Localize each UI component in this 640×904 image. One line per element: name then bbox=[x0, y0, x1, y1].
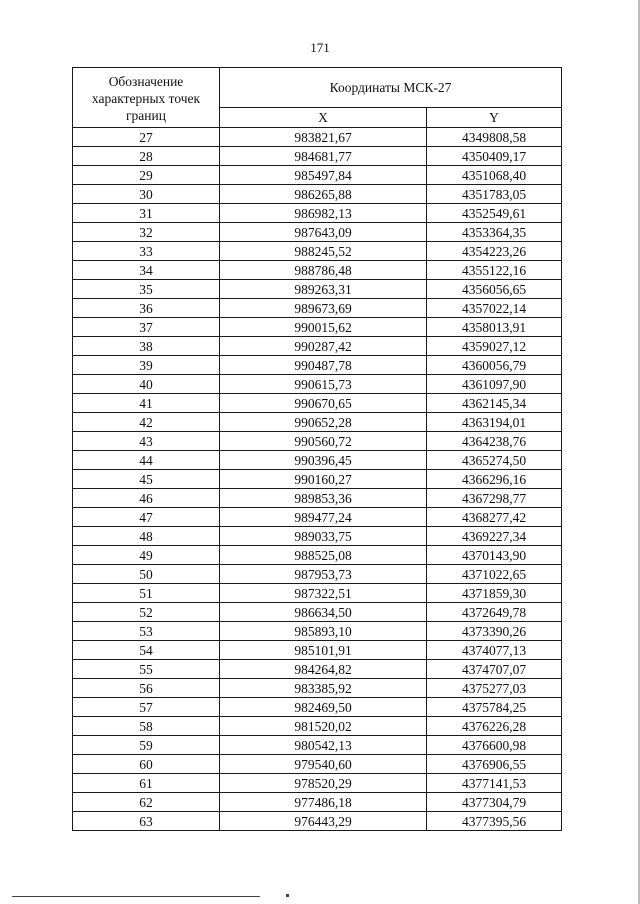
table-row bbox=[73, 166, 562, 185]
x-cell: 989033,75 bbox=[220, 527, 427, 546]
x-cell: 978520,29 bbox=[220, 774, 427, 793]
y-cell: 4376600,98 bbox=[427, 736, 562, 755]
x-cell: 990670,65 bbox=[220, 394, 427, 413]
x-cell: 980542,13 bbox=[220, 736, 427, 755]
y-cell: 4377304,79 bbox=[427, 793, 562, 812]
point-cell: 52 bbox=[73, 603, 220, 622]
x-cell: 984681,77 bbox=[220, 147, 427, 166]
y-cell: 4368277,42 bbox=[427, 508, 562, 527]
point-cell: 44 bbox=[73, 451, 220, 470]
table-row bbox=[73, 603, 562, 622]
table-row bbox=[73, 375, 562, 394]
footer-rule bbox=[12, 896, 260, 897]
y-cell: 4376226,28 bbox=[427, 717, 562, 736]
table-row bbox=[73, 660, 562, 679]
table-row bbox=[73, 470, 562, 489]
x-cell: 985893,10 bbox=[220, 622, 427, 641]
x-cell: 989477,24 bbox=[220, 508, 427, 527]
table-row bbox=[73, 812, 562, 831]
table-row bbox=[73, 337, 562, 356]
point-cell: 47 bbox=[73, 508, 220, 527]
y-cell: 4374077,13 bbox=[427, 641, 562, 660]
x-cell: 985101,91 bbox=[220, 641, 427, 660]
table-row bbox=[73, 185, 562, 204]
point-cell: 57 bbox=[73, 698, 220, 717]
x-cell: 987322,51 bbox=[220, 584, 427, 603]
point-cell: 63 bbox=[73, 812, 220, 831]
y-cell: 4351783,05 bbox=[427, 185, 562, 204]
y-cell: 4360056,79 bbox=[427, 356, 562, 375]
table-row bbox=[73, 280, 562, 299]
header-point-designation: Обозначение характерных точек границ bbox=[73, 68, 220, 128]
table-row bbox=[73, 413, 562, 432]
x-cell: 986265,88 bbox=[220, 185, 427, 204]
header-coordinates: Координаты МСК-27 bbox=[220, 68, 562, 108]
y-cell: 4366296,16 bbox=[427, 470, 562, 489]
point-cell: 30 bbox=[73, 185, 220, 204]
x-cell: 986982,13 bbox=[220, 204, 427, 223]
x-cell: 990615,73 bbox=[220, 375, 427, 394]
x-cell: 977486,18 bbox=[220, 793, 427, 812]
point-cell: 59 bbox=[73, 736, 220, 755]
x-cell: 983821,67 bbox=[220, 128, 427, 147]
table-row bbox=[73, 489, 562, 508]
x-cell: 990560,72 bbox=[220, 432, 427, 451]
y-cell: 4361097,90 bbox=[427, 375, 562, 394]
point-cell: 42 bbox=[73, 413, 220, 432]
point-cell: 56 bbox=[73, 679, 220, 698]
y-cell: 4351068,40 bbox=[427, 166, 562, 185]
table-row bbox=[73, 527, 562, 546]
table-row bbox=[73, 299, 562, 318]
x-cell: 982469,50 bbox=[220, 698, 427, 717]
x-cell: 989263,31 bbox=[220, 280, 427, 299]
x-cell: 986634,50 bbox=[220, 603, 427, 622]
point-cell: 27 bbox=[73, 128, 220, 147]
table-row bbox=[73, 584, 562, 603]
y-cell: 4372649,78 bbox=[427, 603, 562, 622]
point-cell: 33 bbox=[73, 242, 220, 261]
x-cell: 990487,78 bbox=[220, 356, 427, 375]
point-cell: 48 bbox=[73, 527, 220, 546]
table-row bbox=[73, 736, 562, 755]
x-cell: 985497,84 bbox=[220, 166, 427, 185]
table-row bbox=[73, 679, 562, 698]
point-cell: 29 bbox=[73, 166, 220, 185]
y-cell: 4369227,34 bbox=[427, 527, 562, 546]
y-cell: 4358013,91 bbox=[427, 318, 562, 337]
point-cell: 43 bbox=[73, 432, 220, 451]
y-cell: 4371859,30 bbox=[427, 584, 562, 603]
point-cell: 32 bbox=[73, 223, 220, 242]
y-cell: 4356056,65 bbox=[427, 280, 562, 299]
point-cell: 60 bbox=[73, 755, 220, 774]
table-row bbox=[73, 223, 562, 242]
table-row bbox=[73, 451, 562, 470]
table-row bbox=[73, 356, 562, 375]
x-cell: 990287,42 bbox=[220, 337, 427, 356]
y-cell: 4354223,26 bbox=[427, 242, 562, 261]
y-cell: 4359027,12 bbox=[427, 337, 562, 356]
point-cell: 62 bbox=[73, 793, 220, 812]
point-cell: 53 bbox=[73, 622, 220, 641]
x-cell: 988245,52 bbox=[220, 242, 427, 261]
point-cell: 45 bbox=[73, 470, 220, 489]
x-cell: 988786,48 bbox=[220, 261, 427, 280]
x-cell: 990652,28 bbox=[220, 413, 427, 432]
table-row bbox=[73, 318, 562, 337]
table-row bbox=[73, 641, 562, 660]
point-cell: 31 bbox=[73, 204, 220, 223]
table-row bbox=[73, 147, 562, 166]
x-cell: 990015,62 bbox=[220, 318, 427, 337]
point-cell: 51 bbox=[73, 584, 220, 603]
header-x: X bbox=[220, 108, 427, 128]
table-row bbox=[73, 622, 562, 641]
table-row bbox=[73, 565, 562, 584]
page-number: 171 bbox=[310, 40, 330, 55]
y-cell: 4353364,35 bbox=[427, 223, 562, 242]
x-cell: 988525,08 bbox=[220, 546, 427, 565]
point-cell: 35 bbox=[73, 280, 220, 299]
y-cell: 4371022,65 bbox=[427, 565, 562, 584]
x-cell: 987643,09 bbox=[220, 223, 427, 242]
y-cell: 4363194,01 bbox=[427, 413, 562, 432]
table-row bbox=[73, 774, 562, 793]
point-cell: 38 bbox=[73, 337, 220, 356]
table-row bbox=[73, 508, 562, 527]
point-cell: 61 bbox=[73, 774, 220, 793]
x-cell: 987953,73 bbox=[220, 565, 427, 584]
point-cell: 58 bbox=[73, 717, 220, 736]
x-cell: 979540,60 bbox=[220, 755, 427, 774]
point-cell: 36 bbox=[73, 299, 220, 318]
table-row bbox=[73, 698, 562, 717]
y-cell: 4355122,16 bbox=[427, 261, 562, 280]
y-cell: 4364238,76 bbox=[427, 432, 562, 451]
y-cell: 4377395,56 bbox=[427, 812, 562, 831]
point-cell: 54 bbox=[73, 641, 220, 660]
point-cell: 50 bbox=[73, 565, 220, 584]
table-row bbox=[73, 755, 562, 774]
y-cell: 4349808,58 bbox=[427, 128, 562, 147]
coordinates-table bbox=[72, 67, 562, 831]
y-cell: 4376906,55 bbox=[427, 755, 562, 774]
header-y: Y bbox=[427, 108, 562, 128]
x-cell: 990396,45 bbox=[220, 451, 427, 470]
point-cell: 28 bbox=[73, 147, 220, 166]
x-cell: 989673,69 bbox=[220, 299, 427, 318]
x-cell: 990160,27 bbox=[220, 470, 427, 489]
y-cell: 4365274,50 bbox=[427, 451, 562, 470]
point-cell: 40 bbox=[73, 375, 220, 394]
y-cell: 4370143,90 bbox=[427, 546, 562, 565]
table-row bbox=[73, 546, 562, 565]
point-cell: 34 bbox=[73, 261, 220, 280]
table-row bbox=[73, 432, 562, 451]
y-cell: 4375784,25 bbox=[427, 698, 562, 717]
y-cell: 4357022,14 bbox=[427, 299, 562, 318]
x-cell: 983385,92 bbox=[220, 679, 427, 698]
table-row bbox=[73, 717, 562, 736]
y-cell: 4375277,03 bbox=[427, 679, 562, 698]
y-cell: 4352549,61 bbox=[427, 204, 562, 223]
point-cell: 49 bbox=[73, 546, 220, 565]
y-cell: 4377141,53 bbox=[427, 774, 562, 793]
table-row bbox=[73, 242, 562, 261]
point-cell: 39 bbox=[73, 356, 220, 375]
y-cell: 4362145,34 bbox=[427, 394, 562, 413]
table-row bbox=[73, 394, 562, 413]
x-cell: 976443,29 bbox=[220, 812, 427, 831]
y-cell: 4373390,26 bbox=[427, 622, 562, 641]
table-row bbox=[73, 261, 562, 280]
point-cell: 41 bbox=[73, 394, 220, 413]
x-cell: 984264,82 bbox=[220, 660, 427, 679]
y-cell: 4374707,07 bbox=[427, 660, 562, 679]
y-cell: 4350409,17 bbox=[427, 147, 562, 166]
x-cell: 981520,02 bbox=[220, 717, 427, 736]
footer-mark bbox=[286, 894, 289, 897]
table-row bbox=[73, 793, 562, 812]
y-cell: 4367298,77 bbox=[427, 489, 562, 508]
table-body bbox=[73, 128, 562, 831]
point-cell: 55 bbox=[73, 660, 220, 679]
x-cell: 989853,36 bbox=[220, 489, 427, 508]
table-row bbox=[73, 204, 562, 223]
point-cell: 46 bbox=[73, 489, 220, 508]
point-cell: 37 bbox=[73, 318, 220, 337]
table-row bbox=[73, 128, 562, 147]
